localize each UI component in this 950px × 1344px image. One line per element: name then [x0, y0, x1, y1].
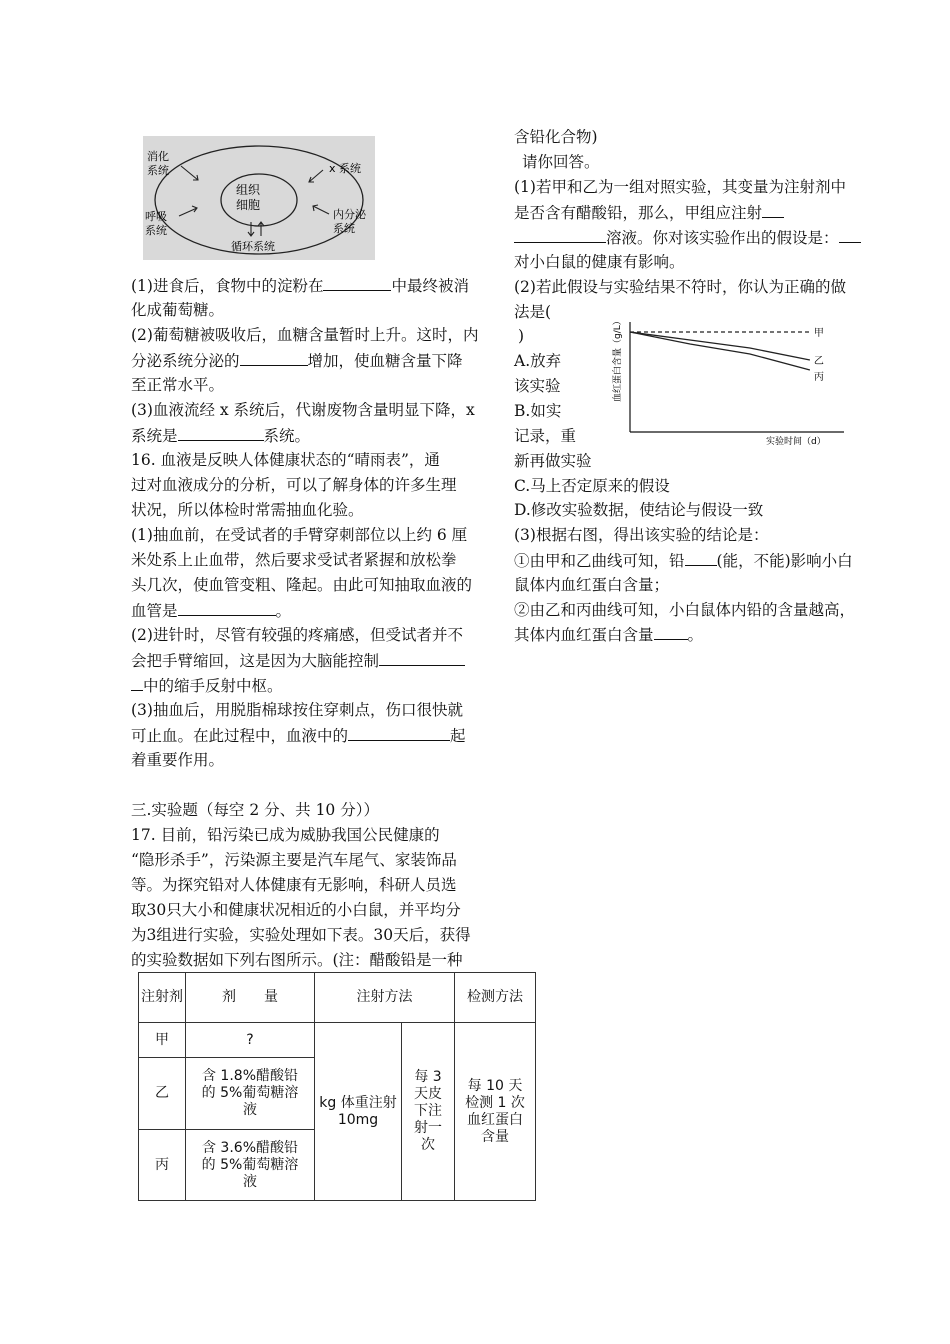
row-group-bing: 丙: [139, 1130, 186, 1201]
endocrine-label-1: 内分泌: [333, 208, 366, 221]
y-axis-label: 血红蛋白含量（g/L）: [613, 318, 623, 402]
detect-text: 每 10 天检测 1 次血红蛋白含量: [465, 1077, 525, 1145]
respiratory-label-2: 系统: [145, 224, 167, 237]
series-label-2: 乙: [813, 356, 824, 367]
method-freq-cell: [402, 1023, 455, 1201]
digestive-label-2: 系统: [147, 164, 169, 177]
q17-text-e: 为3组进行实验，实验处理如下表。30天后，获得: [131, 926, 471, 944]
header-detect: 检测方法: [455, 973, 536, 1023]
r-text-5: 溶液。你对该实验作出的假设是：: [606, 229, 839, 247]
q15-2-text-a: (2)葡萄糖被吸收后，血糖含量暂时上升。这时，内: [131, 326, 479, 344]
r-blank-group-a[interactable]: [762, 202, 784, 218]
respiratory-label-1: 呼吸: [145, 210, 167, 223]
q16-1-text-c: 头几次，使血管变粗、隆起。由此可知抽取血液的: [131, 576, 473, 594]
q16-1-text-d: 血管是: [131, 602, 178, 620]
r-blank-hypothesis[interactable]: [839, 227, 861, 243]
q15-1-text-b: 中最终被消: [391, 277, 469, 295]
r-text-9[interactable]: ): [518, 327, 525, 345]
q17-text-f: 的实验数据如下列右图所示。(注：醋酸铅是一种: [131, 951, 463, 969]
q15-3-text-b: 系统是: [131, 427, 178, 445]
q16-2-blank-cont: [131, 675, 143, 691]
method-freq-text: 每 3 天皮下注射一次: [414, 1069, 442, 1153]
r-text-6: 对小白鼠的健康有影响。: [514, 253, 685, 271]
row-dose-yi-cell: [186, 1058, 315, 1130]
row-dose-bing: 含 3.6%醋酸铅的 5%葡萄糖溶液: [201, 1139, 299, 1190]
q16-1-text-b: 米处系上止血带，然后要求受试者紧握和放松拳: [131, 551, 457, 569]
x-system-label: x 系统: [329, 162, 362, 175]
q16-text-c: 状况，所以体检时常需抽血化验。: [131, 501, 364, 519]
section-3-heading: 三.实验题（每空 2 分、共 10 分））: [131, 801, 379, 819]
detect-cell: [455, 1023, 536, 1201]
circulatory-label: 循环系统: [231, 240, 275, 253]
row-group-yi: 乙: [139, 1058, 186, 1130]
x-axis-label: 实验时间（d）: [766, 437, 826, 447]
q16-2-text-c: 中的缩手反射中枢。: [143, 677, 283, 695]
r-text-20: ②由乙和丙曲线可知，小白鼠体内铅的含量越高，: [514, 601, 856, 619]
r-blank-group-a-cont: [514, 227, 606, 243]
hemoglobin-chart: [598, 318, 850, 448]
r-text-21a: 其体内血红蛋白含量: [514, 626, 654, 644]
header-agent: 注射剂: [139, 973, 186, 1023]
q17-text-a: 17. 目前，铅污染已成为威胁我国公民健康的: [131, 826, 440, 844]
row-dose-yi: 含 1.8%醋酸铅的 5%葡萄糖溶液: [201, 1068, 299, 1118]
q15-1-text-c: 化成葡萄糖。: [131, 301, 225, 319]
series-line-2: [630, 332, 810, 360]
q15-2-text-d: 至正常水平。: [131, 376, 225, 394]
r-option-a-1: A.放弃: [514, 352, 562, 370]
q16-2-text-a: (2)进针时，尽管有较强的疼痛感，但受试者并不: [131, 626, 463, 644]
q16-text-b: 过对血液成分的分析，可以了解身体的许多生理: [131, 476, 457, 494]
r-text-2: 请你回答。: [522, 153, 600, 171]
endocrine-label-2: 系统: [333, 222, 355, 235]
body-systems-diagram: [143, 136, 375, 260]
q15-2-text-b: 分泌系统分泌的: [131, 352, 240, 370]
inner-label-2: 细胞: [236, 198, 261, 212]
method-dose-text: kg 体重注射 10mg: [319, 1094, 397, 1128]
q16-3-blank[interactable]: [348, 725, 450, 741]
inner-label-1: 组织: [236, 183, 261, 197]
q15-3-text-c: 系统。: [263, 427, 311, 445]
r-option-b-2: 记录，重: [514, 427, 577, 445]
series-label-3: 丙: [813, 372, 824, 383]
r-text-8: 法是(: [514, 303, 552, 321]
q16-1-text-a: (1)抽血前，在受试者的手臂穿刺部位以上约 6 厘: [131, 526, 468, 544]
r-blank-can[interactable]: [685, 550, 717, 566]
row-group-jia: 甲: [139, 1023, 186, 1058]
q15-2-blank[interactable]: [240, 350, 308, 366]
r-text-1: 含铅化合物): [514, 128, 598, 146]
q16-1-text-e: 。: [275, 602, 292, 620]
q15-1-text-a: (1)进食后，食物中的淀粉在: [131, 277, 324, 295]
r-text-4: 是否含有醋酸铅，那么，甲组应注射: [514, 204, 763, 222]
row-dose-bing-cell: [186, 1130, 315, 1201]
q17-text-b: “隐形杀手”，污染源主要是汽车尾气、家装饰品: [131, 851, 457, 869]
q17-text-c: 等。为探究铅对人体健康有无影响，科研人员选: [131, 876, 457, 894]
series-layer: [630, 327, 824, 383]
series-label-1: 甲: [813, 328, 824, 339]
r-option-b-3: 新再做实验: [514, 452, 592, 470]
r-text-19: 鼠体内血红蛋白含量；: [514, 576, 670, 594]
q16-text-a: 16. 血液是反映人体健康状态的“晴雨表”，通: [131, 451, 440, 469]
r-option-d: D.修改实验数据，使结论与假设一致: [514, 501, 764, 519]
r-text-21b: 。: [687, 626, 704, 644]
r-text-17: (3)根据右图，得出该实验的结论是：: [514, 526, 769, 544]
q15-2-text-c: 增加，使血糖含量下降: [307, 352, 463, 370]
r-text-3: (1)若甲和乙为一组对照实验，其变量为注射剂中: [514, 178, 846, 196]
q16-1-blank[interactable]: [178, 600, 276, 616]
r-text-18b: (能，不能)影响小白: [716, 552, 853, 570]
digestive-label-1: 消化: [147, 150, 169, 163]
r-option-c: C.马上否定原来的假设: [514, 477, 670, 495]
q16-2-text-b: 会把手臂缩回，这是因为大脑能控制: [131, 652, 380, 670]
r-option-a-2: 该实验: [514, 377, 561, 395]
r-blank-hemoglobin[interactable]: [654, 624, 688, 640]
hemoglobin-chart-svg: [598, 318, 850, 448]
q16-2-blank[interactable]: [379, 650, 465, 666]
q15-3-text-a: (3)血液流经 x 系统后，代谢废物含量明显下降，x: [131, 401, 475, 419]
r-text-7: (2)若此假设与实验结果不符时，你认为正确的做: [514, 278, 846, 296]
q16-3-text-c: 起: [450, 727, 466, 745]
r-option-b-1: B.如实: [514, 402, 562, 420]
header-dose: 剂 量: [186, 973, 315, 1023]
q15-1-blank[interactable]: [323, 275, 391, 291]
q16-3-text-a: (3)抽血后，用脱脂棉球按住穿刺点，伤口很快就: [131, 701, 463, 719]
q17-text-d: 取30只大小和健康状况相近的小白鼠，并平均分: [131, 901, 461, 919]
body-systems-svg: [143, 136, 375, 260]
r-text-18a: ①由甲和乙曲线可知，铅: [514, 552, 685, 570]
experiment-table: [138, 972, 536, 1201]
method-dose-cell: [315, 1023, 402, 1201]
q16-3-text-d: 着重要作用。: [131, 751, 225, 769]
row-dose-jia: ?: [186, 1023, 315, 1058]
header-method: 注射方法: [315, 973, 455, 1023]
series-line-3: [630, 332, 810, 370]
q16-3-text-b: 可止血。在此过程中，血液中的: [131, 727, 349, 745]
q15-3-blank[interactable]: [178, 425, 264, 441]
